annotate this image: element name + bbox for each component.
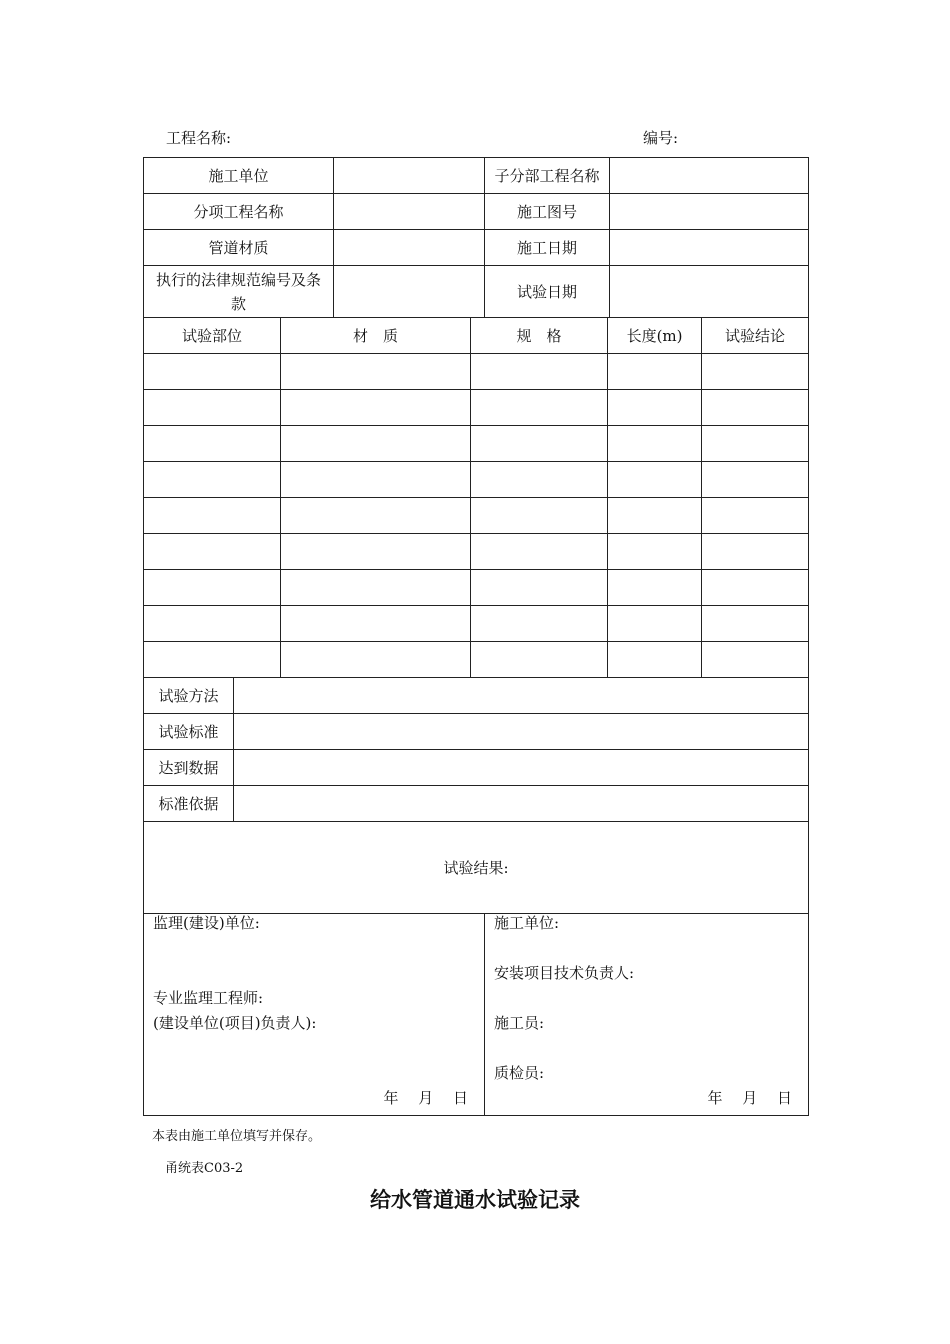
column-header: 材 质 xyxy=(281,318,471,354)
table-cell[interactable] xyxy=(702,498,809,534)
result-row xyxy=(144,822,809,914)
table-cell[interactable] xyxy=(608,462,702,498)
supervision-date-label: 年 月 日 xyxy=(383,1089,469,1107)
method-row xyxy=(144,714,809,750)
table-cell[interactable] xyxy=(281,606,471,642)
table-cell[interactable] xyxy=(281,354,471,390)
contractor-signature-box xyxy=(485,914,809,1116)
method-row xyxy=(144,678,809,714)
number-label: 编号: xyxy=(643,129,679,147)
project-name-label: 工程名称: xyxy=(166,129,232,147)
test-result-field[interactable] xyxy=(144,822,809,914)
table-row xyxy=(144,498,809,534)
supervision-signature-box xyxy=(144,914,485,1116)
achieved-data-field[interactable] xyxy=(234,750,809,786)
column-header: 规 格 xyxy=(471,318,608,354)
document-title: 给水管道通水试验记录 xyxy=(370,1188,580,1212)
table-cell[interactable] xyxy=(702,534,809,570)
method-row xyxy=(144,750,809,786)
table-cell[interactable] xyxy=(281,390,471,426)
inspector-label: 质检员: xyxy=(494,1064,545,1082)
construction-date-label: 施工日期 xyxy=(485,230,610,266)
regulation-code-field[interactable] xyxy=(334,266,485,318)
pipe-material-field[interactable] xyxy=(334,230,485,266)
test-standard-field[interactable] xyxy=(234,714,809,750)
test-record-form xyxy=(143,157,809,1116)
drawing-number-label: 施工图号 xyxy=(485,194,610,230)
table-cell[interactable] xyxy=(471,534,608,570)
table-cell[interactable] xyxy=(608,390,702,426)
table-cell[interactable] xyxy=(608,426,702,462)
owner-lead-label: (建设单位(项目)负责人): xyxy=(153,1014,317,1032)
item-project-name-label: 分项工程名称 xyxy=(144,194,334,230)
table-cell[interactable] xyxy=(608,534,702,570)
supervision-unit-label: 监理(建设)单位: xyxy=(153,914,260,932)
test-standard-label: 试验标准 xyxy=(144,714,234,750)
drawing-number-field[interactable] xyxy=(610,194,809,230)
standard-basis-field[interactable] xyxy=(234,786,809,822)
test-date-field[interactable] xyxy=(610,266,809,318)
supervision-engineer-label: 专业监理工程师: xyxy=(153,989,264,1007)
table-cell[interactable] xyxy=(144,390,281,426)
table-cell[interactable] xyxy=(144,534,281,570)
contractor-date-label: 年 月 日 xyxy=(707,1089,793,1107)
test-result-label: 试验结果: xyxy=(443,858,509,877)
table-cell[interactable] xyxy=(281,534,471,570)
table-cell[interactable] xyxy=(281,570,471,606)
standard-basis-label: 标准依据 xyxy=(144,786,234,822)
table-row xyxy=(144,534,809,570)
table-cell[interactable] xyxy=(702,606,809,642)
test-table-header xyxy=(144,318,809,354)
table-row xyxy=(144,606,809,642)
table-cell[interactable] xyxy=(702,642,809,678)
table-cell[interactable] xyxy=(608,354,702,390)
table-cell[interactable] xyxy=(471,498,608,534)
table-cell[interactable] xyxy=(471,570,608,606)
table-row xyxy=(144,462,809,498)
table-row xyxy=(144,390,809,426)
column-header: 试验结论 xyxy=(702,318,809,354)
table-cell[interactable] xyxy=(144,606,281,642)
table-cell[interactable] xyxy=(471,354,608,390)
contractor-unit-label: 施工单位: xyxy=(494,914,560,932)
table-row xyxy=(144,426,809,462)
pipe-material-label: 管道材质 xyxy=(144,230,334,266)
table-cell[interactable] xyxy=(702,390,809,426)
form-code: 甬统表C03-2 xyxy=(165,1161,244,1176)
construction-date-field[interactable] xyxy=(610,230,809,266)
table-cell[interactable] xyxy=(281,642,471,678)
column-header: 长度(m) xyxy=(608,318,702,354)
test-method-field[interactable] xyxy=(234,678,809,714)
table-cell[interactable] xyxy=(702,462,809,498)
tech-lead-label: 安装项目技术负责人: xyxy=(494,964,635,982)
table-cell[interactable] xyxy=(702,570,809,606)
regulation-code-label: 执行的法律规范编号及条款 xyxy=(144,266,334,318)
info-row xyxy=(144,194,809,230)
info-row xyxy=(144,230,809,266)
sub-project-name-label: 子分部工程名称 xyxy=(485,158,610,194)
achieved-data-label: 达到数据 xyxy=(144,750,234,786)
method-row xyxy=(144,786,809,822)
table-cell[interactable] xyxy=(702,426,809,462)
info-row xyxy=(144,266,809,318)
table-cell[interactable] xyxy=(471,390,608,426)
construction-unit-label: 施工单位 xyxy=(144,158,334,194)
table-cell[interactable] xyxy=(144,570,281,606)
table-cell[interactable] xyxy=(144,426,281,462)
table-cell[interactable] xyxy=(144,462,281,498)
item-project-name-field[interactable] xyxy=(334,194,485,230)
table-cell[interactable] xyxy=(702,354,809,390)
table-cell[interactable] xyxy=(608,498,702,534)
table-cell[interactable] xyxy=(281,426,471,462)
table-cell[interactable] xyxy=(471,426,608,462)
sub-project-name-field[interactable] xyxy=(610,158,809,194)
table-cell[interactable] xyxy=(608,606,702,642)
table-cell[interactable] xyxy=(471,462,608,498)
table-row xyxy=(144,354,809,390)
table-cell[interactable] xyxy=(608,570,702,606)
column-header: 试验部位 xyxy=(144,318,281,354)
table-row xyxy=(144,570,809,606)
info-row xyxy=(144,158,809,194)
table-cell[interactable] xyxy=(144,642,281,678)
table-cell[interactable] xyxy=(471,642,608,678)
table-cell[interactable] xyxy=(608,642,702,678)
construction-unit-field[interactable] xyxy=(334,158,485,194)
footer-note: 本表由施工单位填写并保存。 xyxy=(152,1129,322,1144)
test-method-label: 试验方法 xyxy=(144,678,234,714)
table-cell[interactable] xyxy=(471,606,608,642)
table-cell[interactable] xyxy=(281,498,471,534)
table-cell[interactable] xyxy=(281,462,471,498)
signature-row xyxy=(144,914,809,1116)
table-cell[interactable] xyxy=(144,354,281,390)
test-date-label: 试验日期 xyxy=(485,266,610,318)
table-row xyxy=(144,642,809,678)
table-cell[interactable] xyxy=(144,498,281,534)
worker-label: 施工员: xyxy=(494,1014,545,1032)
